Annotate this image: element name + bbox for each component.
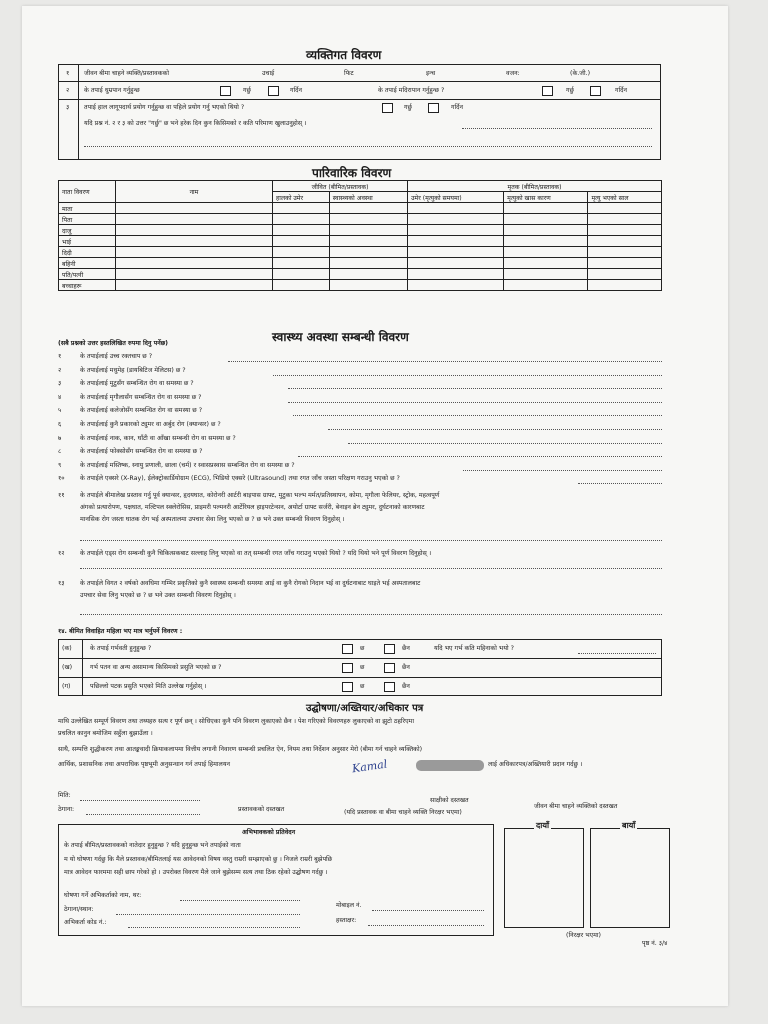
agent-mobile-line[interactable] xyxy=(372,910,484,911)
address-label: ठेगाना: xyxy=(58,806,75,813)
height-label: उचाई xyxy=(262,70,275,77)
witness-signature-label: साक्षीको दस्तखत xyxy=(430,797,469,804)
question-number: १२ xyxy=(58,550,65,557)
answer-line[interactable] xyxy=(578,483,662,484)
q11-line: अंगको प्रत्यारोपण, पक्षघात, मल्टिपल स्क्लेरोसिस, प्राइमरी पल्मनरी आर्टेरियल हाइपरटेन्सन, अयोर्टा ग्राफ्ट सर्जरी, बेनाइन ब्रेन ट्युमर, दुर्घटनाको कारणबाट xyxy=(80,504,425,511)
redacted-name xyxy=(416,760,484,771)
divider xyxy=(58,81,661,82)
row-number: १ xyxy=(66,70,70,77)
agent-code-line[interactable] xyxy=(128,927,300,928)
feet-label: फिट xyxy=(344,70,354,77)
right-thumbprint-box[interactable] xyxy=(504,828,584,928)
pregnant-yes-checkbox[interactable] xyxy=(342,644,353,654)
health-status-header: स्वास्थ्यको अवस्था xyxy=(329,192,407,203)
insured-signature-label: जीवन बीमा चाहने व्यक्तिको दस्तखत xyxy=(534,803,618,810)
consumption-detail-label: यदि प्रश्न नं. २ र ३ को उत्तर "गर्छु" छ भने हरेक दिन कुन किसिमको र कति परिमाण खुलाउनुहोस् । xyxy=(84,120,307,127)
women-section-heading: १४. बीमित विवाहित महिला भए मात्र भर्नुपर्ने विवरण : xyxy=(58,628,183,635)
insured-label: जीवन बीमा चाहने व्यक्ति/प्रस्तावकको xyxy=(84,70,169,77)
agent-report-box xyxy=(58,824,494,936)
health-section-title: स्वास्थ्य अवस्था सम्बन्धी विवरण xyxy=(272,330,409,344)
pregnancy-question: के तपाई गर्भवती हुनुहुन्छ ? xyxy=(90,645,152,652)
agent-sign-label: हस्ताक्षर: xyxy=(336,917,357,924)
row-number: ३ xyxy=(66,104,70,111)
smoke-yes-label: गर्छु xyxy=(243,87,251,94)
relation-younger-sister: बहिनी xyxy=(59,258,116,269)
applicant-signature: Kamal xyxy=(351,757,389,776)
answer-line[interactable] xyxy=(84,146,652,147)
alcohol-yes-checkbox[interactable] xyxy=(542,86,553,96)
q11-line: मानसिक रोग जस्ता घातक रोग भई अस्पतालमा उपचार सेवा लिनु भएको छ ? छ भने उक्त सम्बन्धी विवरण दिनुहोस् । xyxy=(80,516,345,523)
answer-line[interactable] xyxy=(80,614,662,615)
miscarriage-yes-checkbox[interactable] xyxy=(342,663,353,673)
family-section-title: पारिवारिक विवरण xyxy=(312,166,392,180)
answer-line[interactable] xyxy=(348,443,662,444)
answer-line[interactable] xyxy=(288,388,662,389)
alcohol-no-label: गर्दिन xyxy=(615,87,628,94)
relation-header: नाता विवरण xyxy=(59,181,116,203)
kg-label: (के.जी.) xyxy=(570,70,591,77)
list-item: ४ के तपाईलाई मृगौलासँग सम्बन्धित रोग वा समस्या छ ? xyxy=(58,393,662,407)
pregnant-no-label: छैन xyxy=(402,645,410,652)
drug-yes-checkbox[interactable] xyxy=(382,103,393,113)
age-at-death-header: उमेर (मृत्युको समयमा) xyxy=(408,192,504,203)
relation-elder-sister: दिदी xyxy=(59,247,116,258)
list-item: १ के तपाईलाई उच्च रक्तचाप छ ? xyxy=(58,352,662,366)
alcohol-no-checkbox[interactable] xyxy=(590,86,601,96)
weight-label: वजन: xyxy=(506,70,520,77)
drug-no-checkbox[interactable] xyxy=(428,103,439,113)
miscarriage-question: गर्भ पतन वा अन्य असामान्य किसिमको प्रसुति भएको छ ? xyxy=(90,664,222,671)
cause-of-death-header: मृत्युको खास कारण xyxy=(504,192,588,203)
agent-name-line[interactable] xyxy=(180,900,300,901)
answer-line[interactable] xyxy=(228,361,662,362)
q13-line: के तपाईले विगत २ वर्षको अवधिमा गम्भिर प्रकृतिको कुनै स्वास्थ्य सम्बन्धी समस्या आई वा कुनै रोगको निदान भई वा दुर्घटनाबाट घाइते भई अस्पतालबाट xyxy=(80,580,421,587)
table-row xyxy=(59,214,662,225)
date-label: मिति: xyxy=(58,792,71,799)
list-item: ३ के तपाईलाई मुटुसँग सम्बन्धित रोग वा समस्या छ ? xyxy=(58,379,662,393)
q13-line: उपचार सेवा लिनु भएको छ ? छ भने उक्त सम्बन्धी विवरण दिनुहोस् । xyxy=(80,592,236,599)
answer-line[interactable] xyxy=(80,540,662,541)
delivery-yes-checkbox[interactable] xyxy=(342,682,353,692)
agent-address-line[interactable] xyxy=(116,914,300,915)
list-item: ८ के तपाईलाई फोक्सोसँग सम्बन्धित रोग वा समस्या छ ? xyxy=(58,447,662,461)
year-of-death-header: मृत्यु भएको साल xyxy=(588,192,662,203)
address-line[interactable] xyxy=(86,814,200,815)
declaration-line: साथै, सम्पत्ति शुद्धीकरण तथा आतङ्कवादी क्रियाकलापमा वित्तीय लगानी निवारण सम्बन्धी प्रचलित ऐन, नियम तथा निर्देशन अनुसार मेरो (बीमा गर्न चाहने व्यक्तिको) xyxy=(58,746,423,753)
current-age-header: हालको उमेर xyxy=(273,192,330,203)
declaration-line: आर्थिक, प्रशासनिक तथा अपराधिक पृष्ठभूमी अनुसन्धान गर्न तपाई हिमालयन xyxy=(58,761,230,768)
smoke-yes-checkbox[interactable] xyxy=(220,86,231,96)
inch-label: इन्च xyxy=(426,70,436,77)
last-delivery-question: पछिल्लो पटक प्रसुति भएको मिति उल्लेख गर्नुहोस् । xyxy=(90,683,207,690)
relation-father: पिता xyxy=(59,214,116,225)
row-number: २ xyxy=(66,87,70,94)
table-row xyxy=(59,236,662,247)
divider xyxy=(58,658,662,659)
table-row xyxy=(59,225,662,236)
relation-children: बच्चाहरू xyxy=(59,280,116,291)
declaration-line: लाई अधिकारपत्र/अख्तियारी प्रदान गर्दछु । xyxy=(488,761,583,768)
family-table xyxy=(58,180,662,291)
pregnancy-months-label: यदि भए गर्भ कति महिनाको भयो ? xyxy=(434,645,514,652)
table-row xyxy=(59,280,662,291)
answer-line[interactable] xyxy=(298,456,662,457)
date-line[interactable] xyxy=(80,800,200,801)
deceased-header: मृतक (बीमित/प्रस्तावक) xyxy=(408,181,662,192)
agent-report-line: मात्र आवेदन फारममा सही छाप गरेको हो । उपरोक्त विवरण मैले जाने बुझेसम्म सत्य तथा ठिक रहेको उद्घोषण गर्दछु । xyxy=(64,869,328,876)
women-row-key: (ख) xyxy=(62,664,73,671)
answer-line[interactable] xyxy=(288,402,662,403)
miscarriage-no-label: छैन xyxy=(402,664,410,671)
smoke-no-label: गर्दिन xyxy=(290,87,303,94)
alcohol-yes-label: गर्छु xyxy=(566,87,574,94)
table-row xyxy=(59,203,662,214)
pregnant-no-checkbox[interactable] xyxy=(384,644,395,654)
relation-younger-brother: भाई xyxy=(59,236,116,247)
miscarriage-no-checkbox[interactable] xyxy=(384,663,395,673)
declaration-line: प्रचलित कानुन बमोजिम सहुँला बुझाउँला । xyxy=(58,730,153,737)
q11-line: के तपाईले बीमालेख प्रस्ताव गर्नु पूर्व क्यान्सर, हृदयघात, कोरोनरी आर्टरी बाइपास ग्राफ्ट, मुटुका भल्भ मर्मत/प्रतिस्थापन, कोमा, मृगौला फेलियर, स्ट्रोक, महत्वपूर्ण xyxy=(80,492,440,499)
agent-sign-line[interactable] xyxy=(368,925,484,926)
right-thumb-label: दायाँ xyxy=(536,821,550,830)
agent-mobile-label: मोबाइल नं. xyxy=(336,902,362,909)
agent-report-line: म यो घोषणा गर्दछु कि मैले प्रस्तावक/बीमितलाई यस आवेदनको विषय वस्तु राम्ररी सम्झाएको छु । निजले राम्ररी बुझेपछि xyxy=(64,856,333,863)
miscarriage-yes-label: छ xyxy=(360,664,365,671)
pregnant-yes-label: छ xyxy=(360,645,365,652)
q12-text: के तपाईले एड्स रोग सम्बन्धी कुनै चिकित्सकबाट सल्लाह लिनु भएको वा तत् सम्बन्धी रगत जाँच गराउनु भएको थियो ? यदि थियो भने पूर्ण विवरण दिनुहोस् । xyxy=(80,550,432,557)
list-item: २ के तपाईलाई मधुमेह (डायबिटिज मेलिटस) छ ? xyxy=(58,366,662,380)
women-row-key: (ग) xyxy=(62,683,71,690)
relation-spouse: पति/पत्नी xyxy=(59,269,116,280)
question-number: १३ xyxy=(58,580,65,587)
smoking-question: के तपाई धुम्रपान गर्नुहुन्छ xyxy=(84,87,140,94)
list-item: ९ के तपाईलाई मस्तिष्क, स्नायु प्रणाली, छाला (चर्म) र स्वासप्रस्वास सम्बन्धित रोग वा समस्या छ ? xyxy=(58,461,662,475)
form-page xyxy=(22,6,728,1006)
health-questions-list xyxy=(58,352,662,488)
declaration-title: उद्घोषणा/अख्तियार/अधिकार पत्र xyxy=(306,703,424,714)
women-row-key: (क) xyxy=(62,645,72,652)
question-number: ११ xyxy=(58,492,65,499)
drug-yes-label: गर्छु xyxy=(404,104,412,111)
delivery-no-label: छैन xyxy=(402,683,410,690)
left-thumbprint-box[interactable] xyxy=(590,828,670,928)
agent-name-label: घोषणा गर्ने अभिकर्ताको नाम, थर: xyxy=(64,892,142,899)
witness-note: (यदि प्रस्तावक वा बीमा चाहने व्यक्ति निरक्षर भएमा) xyxy=(344,809,462,816)
smoke-no-checkbox[interactable] xyxy=(268,86,279,96)
alive-header: जीवित (बीमित/प्रस्तावक) xyxy=(273,181,408,192)
answer-line[interactable] xyxy=(462,128,652,129)
health-note: (सबै प्रश्नको उत्तर हस्तलिखित रुपमा दिनु पर्नेछ) xyxy=(58,340,168,347)
table-row xyxy=(59,269,662,280)
proposer-signature-label: प्रस्तावकको दस्तखत xyxy=(238,806,285,813)
answer-line[interactable] xyxy=(463,470,662,471)
table-row xyxy=(59,258,662,269)
list-item: ६ के तपाईलाई कुनै प्रकारको ट्युमर वा अर्बुद रोग (क्यान्सर) छ ? xyxy=(58,420,662,434)
illiterate-note: (निरक्षर भएमा) xyxy=(566,932,602,939)
delivery-yes-label: छ xyxy=(360,683,365,690)
divider xyxy=(82,639,83,696)
drug-question: तपाई हाल लागूपदार्थ प्रयोग गर्नुहुन्छ वा पहिले प्रयोग गर्नु भएको थियो ? xyxy=(84,104,245,111)
drug-no-label: गर्दिन xyxy=(451,104,464,111)
name-header: नाम xyxy=(116,181,273,203)
list-item: ५ के तपाईलाई कलेजोसँग सम्बन्धित रोग वा समस्या छ ? xyxy=(58,406,662,420)
relation-elder-brother: दाजु xyxy=(59,225,116,236)
agent-report-line: के तपाई बीमित/प्रस्तावकको नातेदार हुनुहुन्छ ? यदि हुनुहुन्छ भने तपाईको नाता xyxy=(64,842,241,849)
table-row xyxy=(59,247,662,258)
declaration-line: माथि उल्लेखित सम्पूर्ण विवरण तथा तथ्यहरु सत्य र पूर्ण छन् । सोधिएका कुनै पनि विवरण लुकाएको छैन । पेश गरिएको विवरणहरु लुकाएको वा झुटो ठहरिएमा xyxy=(58,718,414,725)
personal-section-title: व्यक्तिगत विवरण xyxy=(306,48,382,62)
list-item: १० के तपाईले एक्सरे (X-Ray), ईलेक्ट्रोकार्डियोग्राम (ECG), भिडियो एक्सरे (Ultrasound) तथा रगत जाँच जस्ता परिक्षण गराउनु भएको छ ? xyxy=(58,474,662,488)
divider xyxy=(78,64,79,160)
answer-line[interactable] xyxy=(328,429,662,430)
left-thumb-label: बायाँ xyxy=(622,821,636,830)
list-item: ७ के तपाईलाई नाक, कान, घाँटी वा आँखा सम्बन्धी रोग वा समस्या छ ? xyxy=(58,434,662,448)
divider xyxy=(58,99,661,100)
delivery-no-checkbox[interactable] xyxy=(384,682,395,692)
agent-address-label: ठेगाना/स्थान: xyxy=(64,906,94,913)
divider xyxy=(58,677,662,678)
answer-line[interactable] xyxy=(273,375,662,376)
page-number: पृष्ठ नं. ३/४ xyxy=(642,940,668,947)
answer-line[interactable] xyxy=(578,653,656,654)
relation-mother: माता xyxy=(59,203,116,214)
agent-report-title: अभिभावकको प्रतिवेदन xyxy=(242,829,296,836)
answer-line[interactable] xyxy=(293,415,662,416)
agent-code-label: अभिकर्ता कोड नं.: xyxy=(64,919,107,926)
alcohol-question: के तपाई मदिरापान गर्नुहुन्छ ? xyxy=(378,87,445,94)
answer-line[interactable] xyxy=(80,568,662,569)
